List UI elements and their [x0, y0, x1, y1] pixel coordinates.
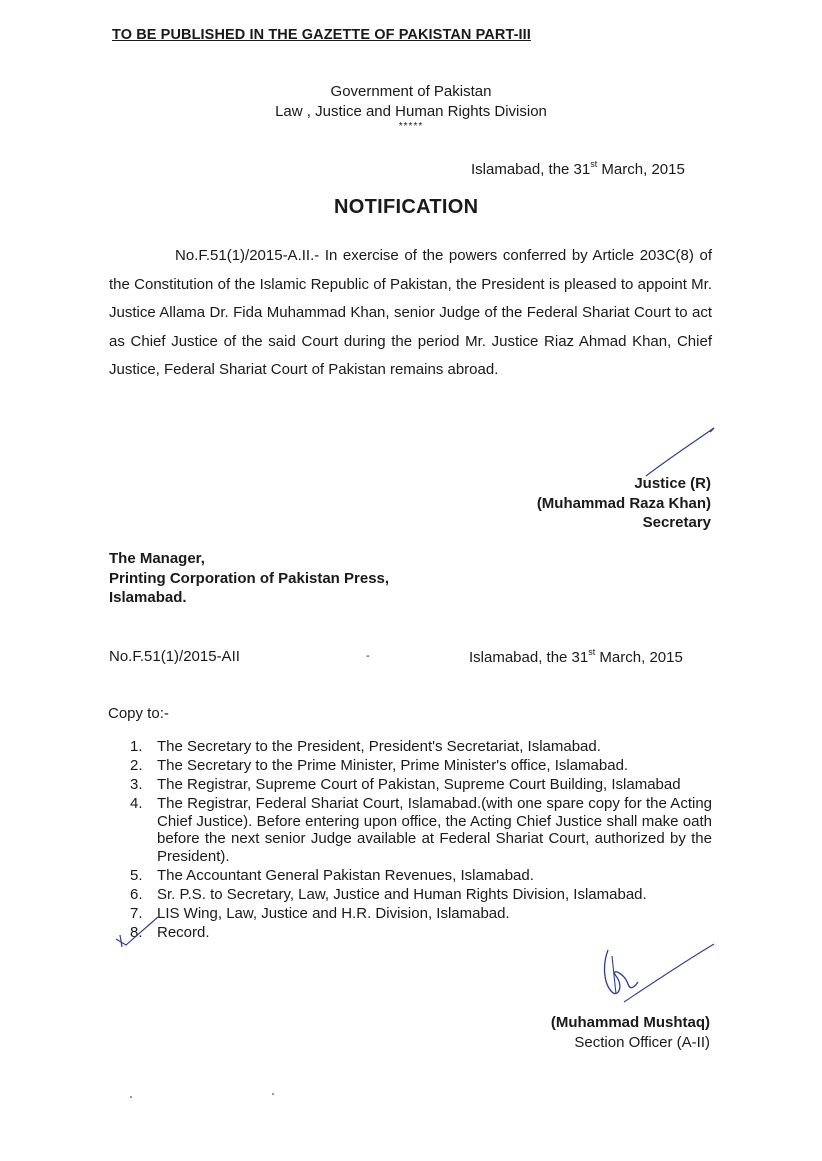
list-text: The Accountant General Pakistan Revenues, Islamabad. — [157, 866, 534, 884]
section-officer-signature — [594, 942, 718, 1012]
copy-date — [469, 648, 683, 666]
list-item — [115, 757, 712, 775]
secretary-signature — [640, 424, 720, 480]
list-number: 4. — [130, 795, 143, 812]
list-item — [115, 738, 712, 756]
copy-to-label: Copy to:- — [108, 705, 169, 722]
issue-date-prefix: Islamabad, the 31 — [471, 161, 591, 178]
addressee-line-2: Printing Corporation of Pakistan Press, — [109, 569, 390, 587]
signatory-designation: Justice (R) — [634, 475, 711, 492]
list-text: Sr. P.S. to Secretary, Law, Justice and Human Rights Division, Islamabad. — [157, 885, 647, 903]
list-text: LIS Wing, Law, Justice and H.R. Division, Islamabad. — [157, 904, 510, 922]
section-officer-title: Section Officer (A-II) — [574, 1033, 710, 1051]
signatory-block — [537, 474, 711, 533]
section-officer-name: (Muhammad Mushtaq) — [550, 1014, 710, 1031]
addressee-block — [109, 549, 389, 608]
scan-speck — [272, 1093, 274, 1095]
signatory-name: (Muhammad Raza Khan) — [536, 494, 711, 512]
list-number: 5. — [130, 866, 143, 884]
tick-mark-annotation — [112, 911, 168, 951]
copy-date-prefix: Islamabad, the 31 — [469, 649, 589, 666]
divider-stars: ***** — [398, 121, 424, 132]
addressee-line-1: The Manager, — [109, 550, 205, 567]
stray-mark: - — [366, 650, 370, 662]
notification-title: NOTIFICATION — [334, 196, 479, 218]
list-text: The Registrar, Federal Shariat Court, Islamabad.(with one spare copy for the Acting Chief Justice). Before entering upon office, the Acting Chief Justice shall make oath before the next senior Judge available at Federal Shariat Court, authorized by the President). — [157, 795, 712, 865]
scan-speck — [130, 1096, 132, 1098]
list-text: The Secretary to the President, President's Secretariat, Islamabad. — [157, 738, 601, 755]
issue-date — [471, 160, 685, 178]
list-text: Record. — [157, 923, 210, 941]
list-number: 7. — [130, 904, 143, 922]
issue-date-suffix: March, 2015 — [597, 161, 685, 178]
list-item — [115, 886, 712, 904]
list-number: 2. — [130, 757, 143, 774]
gazette-heading: TO BE PUBLISHED IN THE GAZETTE OF PAKISTAN PART-III — [112, 27, 531, 43]
copy-date-suffix: March, 2015 — [595, 649, 683, 666]
list-number: 1. — [130, 738, 143, 755]
government-name: Government of Pakistan — [330, 83, 492, 100]
copy-list — [115, 738, 712, 943]
list-number: 6. — [130, 885, 143, 903]
list-number: 8. — [130, 923, 143, 941]
list-item — [115, 905, 712, 923]
issue-date-sup: st — [590, 159, 598, 169]
addressee-line-3: Islamabad. — [109, 589, 187, 606]
signatory-title: Secretary — [642, 514, 711, 531]
list-item — [115, 795, 712, 865]
list-number: 3. — [130, 776, 143, 793]
list-item — [115, 867, 712, 885]
list-text: The Registrar, Supreme Court of Pakistan, Supreme Court Building, Islamabad — [157, 776, 681, 793]
copy-date-sup: st — [588, 647, 596, 657]
list-text: The Secretary to the Prime Minister, Prime Minister's office, Islamabad. — [157, 757, 629, 774]
section-officer-block — [551, 1013, 710, 1052]
notification-body: No.F.51(1)/2015-A.II.- In exercise of the powers conferred by Article 203C(8) of the Constitution of the Islamic Republic of Pakistan, the President is pleased to appoint Mr. Justice Allama Dr. Fida Muhammad Khan, senior Judge of the Federal Shariat Court to act as Chief Justice of the said Court during the period Mr. Justice Riaz Ahmad Khan, Chief Justice, Federal Shariat Court of Pakistan remains abroad. — [109, 247, 712, 379]
list-item — [115, 924, 712, 942]
list-item — [115, 776, 712, 794]
reference-number: No.F.51(1)/2015-AII — [109, 648, 240, 665]
division-name: Law , Justice and Human Rights Division — [275, 103, 547, 120]
